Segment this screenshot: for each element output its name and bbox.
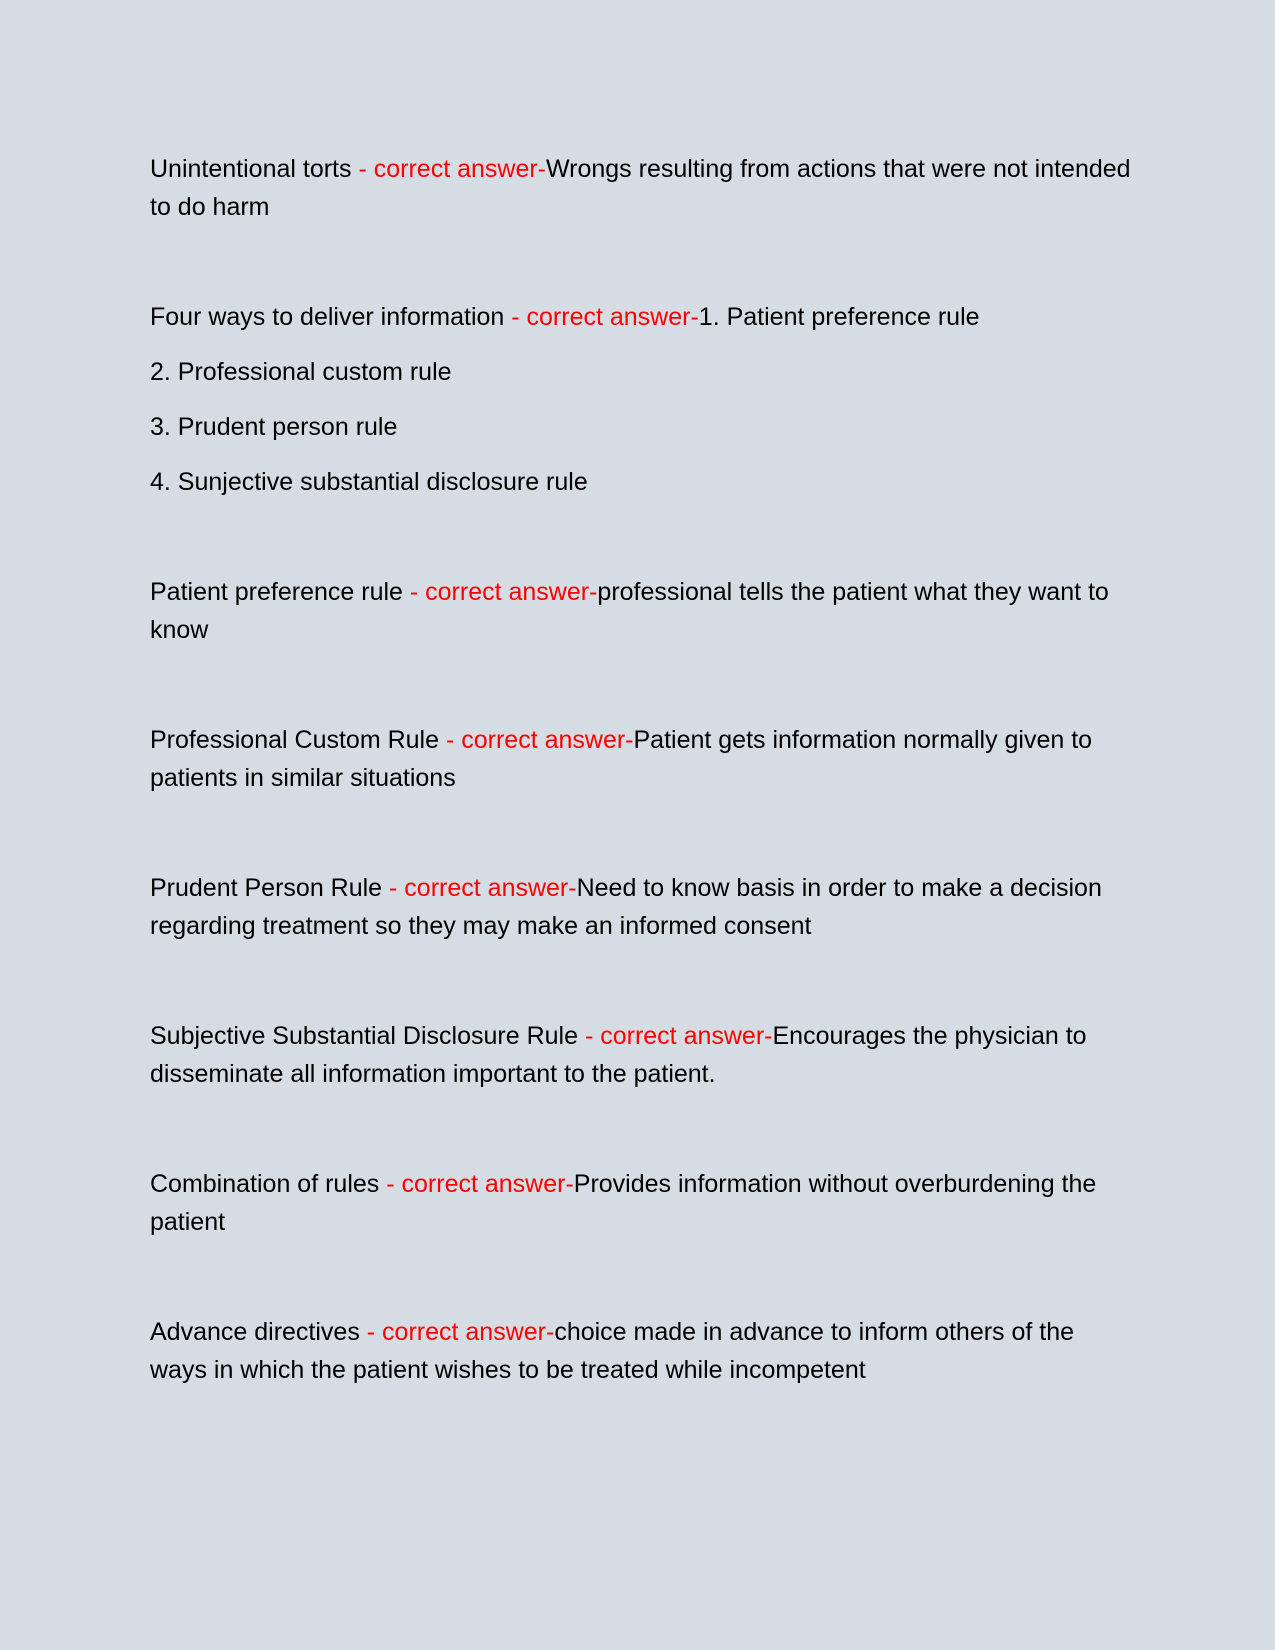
card-professional-custom-rule — [150, 721, 1135, 797]
card-definition: Wrongs resulting from actions that were not intended to do harm — [150, 155, 1131, 221]
card-definition: Provides information without overburdening the patient — [150, 1170, 1097, 1236]
card-definition: professional tells the patient what they want to know — [150, 578, 1109, 644]
card-four-ways — [150, 298, 1135, 501]
card-patient-preference-rule — [150, 573, 1135, 649]
answer-separator: - correct answer- — [359, 1318, 555, 1346]
answer-separator: - correct answer- — [382, 874, 577, 902]
card-term: Unintentional torts — [150, 155, 352, 183]
answer-separator: - correct answer- — [351, 155, 546, 183]
card-term: Advance directives — [150, 1318, 360, 1346]
answer-separator: - correct answer- — [504, 303, 699, 331]
card-combination-of-rules — [150, 1165, 1135, 1241]
card-term: Patient preference rule — [150, 578, 403, 606]
card-definition: 1. Patient preference rule — [698, 303, 980, 331]
card-definition: choice made in advance to inform others of the ways in which the patient wishes to be treated while incompetent — [150, 1318, 1075, 1384]
card-subjective-substantial-disclosure-rule — [150, 1017, 1135, 1093]
card-term: Combination of rules — [150, 1170, 380, 1198]
card-definition: Patient gets information normally given to patients in similar situations — [150, 726, 1093, 792]
answer-separator: - correct answer- — [402, 578, 598, 606]
answer-separator: - correct answer- — [379, 1170, 574, 1198]
card-definition: Need to know basis in order to make a decision regarding treatment so they may make an informed consent — [150, 874, 1102, 940]
card-definition: Encourages the physician to disseminate all information important to the patient. — [150, 1022, 1087, 1088]
card-term: Professional Custom Rule — [150, 726, 440, 754]
card-unintentional-torts — [150, 150, 1135, 226]
list-item: 4. Sunjective substantial disclosure rule — [150, 468, 588, 496]
answer-separator: - correct answer- — [578, 1022, 773, 1050]
card-term: Four ways to deliver information — [150, 303, 505, 331]
document-page — [150, 150, 1135, 1461]
list-item: 3. Prudent person rule — [150, 413, 398, 441]
answer-separator: - correct answer- — [439, 726, 634, 754]
card-prudent-person-rule — [150, 869, 1135, 945]
card-advance-directives — [150, 1313, 1135, 1389]
card-term: Subjective Substantial Disclosure Rule — [150, 1022, 578, 1050]
list-item: 2. Professional custom rule — [150, 358, 452, 386]
card-term: Prudent Person Rule — [150, 874, 383, 902]
